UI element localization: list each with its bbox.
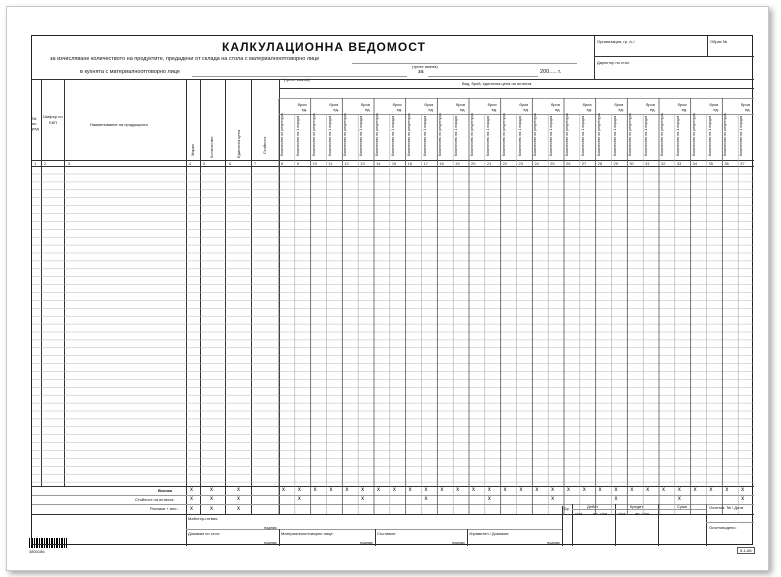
debit-sc: с/ка: [575, 511, 583, 516]
dish-unit-label: ед.: [301, 107, 308, 112]
dish-sub-b: Количество на 1 порция: [390, 115, 395, 156]
debit-label: Дебит: [587, 504, 599, 509]
total-x: х: [662, 487, 665, 493]
form-no-label: Образ №: [710, 39, 728, 44]
diff-x: х: [210, 506, 213, 512]
director-sign-label: Домакин по стол:: [188, 531, 221, 536]
col-code: Шифър по ЕКП: [43, 114, 63, 125]
col-number: 7: [254, 161, 257, 166]
total-x: х: [237, 487, 240, 493]
dish-sub-b: Количество на 1 порция: [549, 115, 554, 156]
col-number: 20: [471, 161, 476, 166]
dish-unit-label: ед.: [586, 107, 593, 112]
dish-portions-label: броя: [741, 102, 750, 107]
dish-sub-a: Количество по рецептура: [406, 113, 411, 156]
barcode-number: 3800186: [29, 549, 45, 554]
col-number: 2: [44, 161, 47, 166]
col-no: № по ред: [32, 116, 39, 131]
col-value: Стойност: [262, 136, 267, 154]
col-number: 34: [692, 161, 698, 166]
dish-sub-a: Количество по рецептура: [628, 113, 633, 156]
total-x: х: [408, 487, 412, 493]
col-number: 31: [645, 161, 650, 166]
total-label: Всичко: [158, 488, 173, 493]
compiler-signature: подпис: [452, 540, 466, 545]
col-number: 4: [189, 161, 192, 166]
col-number: 36: [724, 161, 729, 166]
org-label: Организация, гр. /с./: [597, 39, 635, 44]
total-x: х: [297, 487, 301, 493]
col-number: 18: [439, 161, 444, 166]
dish-sub-b: Количество на 1 порция: [327, 115, 332, 156]
total-x: х: [392, 487, 396, 493]
mol-label: Материалноотговорно лице:: [281, 531, 334, 536]
total-x: х: [345, 487, 349, 493]
director-label: Директор по стол: [597, 60, 630, 65]
col-number: 6: [229, 161, 232, 166]
director-signature: подпис: [264, 540, 278, 545]
dish-unit-label: ед.: [428, 107, 434, 112]
dish-unit-label: ед.: [618, 107, 624, 112]
dish-sub-b: Количество на 1 порция: [707, 115, 712, 156]
total-x: х: [440, 487, 444, 493]
col-number: 17: [423, 161, 428, 166]
sum-label: Сума: [677, 504, 687, 509]
dish-unit-label: ед.: [365, 107, 371, 112]
year-label: 200..... г.: [540, 69, 562, 75]
col-number: 14: [376, 161, 381, 166]
dish-portions-label: броя: [487, 102, 497, 107]
dish-portions-label: броя: [424, 102, 434, 107]
dish-portions-label: броя: [646, 102, 655, 107]
dish-sub-b: Количество на 1 порция: [612, 115, 617, 156]
total-x: х: [313, 487, 317, 493]
dish-unit-label: ед.: [333, 107, 339, 112]
total-x: х: [535, 487, 539, 493]
dish-portions-label: броя: [329, 102, 339, 107]
col-number: 11: [328, 161, 333, 166]
dish-sub-b: Количество на 1 порция: [739, 115, 744, 156]
dish-sub-b: Количество на 1 порция: [422, 115, 427, 156]
total-x: х: [741, 487, 745, 493]
dish-value-x: х: [424, 496, 428, 502]
dish-unit-label: ед.: [555, 107, 561, 112]
dish-sub-a: Количество по рецептура: [280, 113, 284, 156]
credit-sc: с/ка: [618, 511, 626, 516]
total-x: х: [503, 487, 507, 493]
dish-portions-label: броя: [361, 102, 370, 107]
dish-portions-label: броя: [392, 102, 402, 107]
check-label: Осчетов. № / Дата: [709, 505, 744, 510]
total-x: х: [210, 487, 213, 493]
manager-signature: подпис: [547, 540, 561, 545]
diff-x: х: [237, 506, 240, 512]
col-number: 15: [391, 161, 397, 166]
credit-ansc: ан. с/ка: [635, 511, 649, 516]
form-sheet: [6, 6, 769, 571]
total-x: х: [282, 487, 285, 493]
form-code: 5-1-66: [737, 547, 755, 554]
col-number: 16: [407, 161, 413, 166]
dish-portions-label: броя: [614, 102, 624, 107]
dish-sub-a: Количество по рецептура: [470, 113, 474, 156]
col-number: 24: [534, 161, 539, 166]
col-unit: Мярка: [190, 144, 195, 156]
dish-unit-label: ед.: [713, 107, 719, 112]
dish-value-x: х: [677, 496, 681, 502]
col-number: 27: [581, 161, 587, 166]
dish-sub-a: Количество по рецептура: [565, 113, 569, 156]
dish-portions-label: броя: [677, 102, 687, 107]
col-name: Наименование на продукцията: [90, 122, 148, 127]
col-number: 33: [676, 161, 682, 166]
dish-sub-b: Количество на 1 порция: [517, 115, 522, 156]
dish-sub-a: Количество по рецептура: [533, 113, 538, 156]
for-label: за: [418, 69, 424, 75]
total-x: х: [598, 487, 602, 493]
dish-value-x: х: [297, 496, 301, 502]
col-number: 30: [629, 161, 634, 166]
line2-label: в кухнята с материалноотговорно лице: [80, 69, 180, 75]
col-number: 19: [455, 161, 460, 166]
dish-sub-b: Количество на 1 порция: [454, 115, 459, 156]
dish-value-x: х: [361, 496, 365, 502]
col-number: 21: [486, 161, 492, 166]
table-grid: [32, 36, 754, 546]
dish-unit-label: ед.: [491, 107, 498, 112]
diff-x: х: [190, 506, 193, 512]
total-x: х: [693, 487, 697, 493]
dish-sub-b: Количество на 1 порция: [485, 115, 490, 156]
dish-value-x: х: [741, 496, 745, 502]
total-x: х: [582, 487, 586, 493]
credit-label: Кредит: [630, 504, 644, 509]
dish-portions-label: броя: [456, 102, 465, 107]
dish-portions-label: броя: [551, 102, 560, 107]
col-number: 23: [518, 161, 523, 166]
dish-portions-label: броя: [709, 102, 719, 107]
total-x: х: [190, 487, 193, 493]
compiler-label: Съставил:: [377, 531, 397, 536]
line1-caption: (трите имена): [412, 64, 438, 69]
col-number: 8: [281, 161, 284, 166]
manager-label: Управител / Домакин:: [469, 531, 510, 536]
col-number: 25: [550, 161, 555, 166]
dish-sub-a: Количество по рецептура: [438, 113, 443, 156]
col-number: 10: [312, 161, 318, 166]
col-number: 35: [708, 161, 713, 166]
dish-sub-b: Количество на 1 порция: [359, 115, 364, 156]
mol-signature: подпис: [360, 540, 374, 545]
col-number: 37: [740, 161, 745, 166]
total-x: х: [472, 487, 475, 493]
dish-sub-b: Количество на 1 порция: [295, 115, 300, 156]
total-x: х: [567, 487, 570, 493]
dish-sub-b: Количество на 1 порция: [644, 115, 649, 156]
dish-value-x: х: [190, 496, 193, 502]
master-label: Майстор-готвач:: [188, 516, 219, 521]
line1-label: за изчисляване количеството на продуктите, предадени от склада на стола с материалноотговорно лице: [50, 56, 320, 62]
dish-sub-a: Количество по рецептура: [723, 113, 728, 156]
col-number: 22: [502, 161, 508, 166]
dish-sub-a: Количество по рецептура: [691, 113, 696, 156]
col-number: 26: [566, 161, 571, 166]
dish-unit-label: ед.: [523, 107, 529, 112]
dish-unit-label: ед.: [460, 107, 466, 112]
dish-sub-a: Количество по рецептура: [343, 113, 348, 156]
col-qty: Количество: [209, 136, 214, 158]
dish-sub-a: Количество по рецептура: [596, 113, 601, 156]
col-number: 12: [344, 161, 349, 166]
entry-label: Осчетоводено:: [709, 525, 737, 530]
dish-value-x: х: [237, 496, 240, 502]
total-x: х: [377, 487, 380, 493]
col-number: 9: [296, 161, 300, 166]
dish-value-x: х: [614, 496, 618, 502]
dish-value-x: х: [487, 496, 491, 502]
total-x: х: [551, 487, 555, 493]
col-number: 29: [613, 161, 618, 166]
col-number: 13: [360, 161, 365, 166]
form-title: КАЛКУЛАЦИОННА ВЕДОМОСТ: [222, 40, 426, 54]
col-price: Единична цена: [236, 129, 241, 158]
dishes-header: Вид, брой, единична цена на ястията: [462, 81, 532, 86]
total-x: х: [677, 487, 681, 493]
dish-unit-label: ед.: [650, 107, 656, 112]
total-x: х: [630, 487, 634, 493]
dish-value-x: х: [210, 496, 213, 502]
col-number: 32: [661, 161, 666, 166]
total-x: х: [329, 487, 333, 493]
dish-sub-b: Количество на 1 порция: [580, 115, 585, 156]
col-number: 28: [597, 161, 603, 166]
dish-sub-a: Количество по рецептура: [311, 113, 316, 156]
dish-sub-a: Количество по рецептура: [375, 113, 379, 156]
master-signature: подпис: [264, 525, 278, 530]
dish-sub-a: Количество по рецептура: [660, 113, 664, 156]
calculation-form: [31, 35, 753, 545]
total-x: х: [725, 487, 729, 493]
dish-portions-label: броя: [297, 102, 307, 107]
line2-caption: (трите имена): [284, 77, 310, 82]
dish-unit-label: ед.: [681, 107, 688, 112]
dish-portions-label: броя: [582, 102, 592, 107]
dish-portions-label: броя: [519, 102, 529, 107]
dish-unit-label: ед.: [396, 107, 403, 112]
col-number: 1: [34, 161, 37, 166]
dish-value-x: х: [551, 496, 555, 502]
col-number: 5: [203, 161, 206, 166]
total-x: х: [709, 487, 713, 493]
col-number: 3: [68, 161, 71, 166]
total-x: х: [487, 487, 491, 493]
dish-sub-a: Количество по рецептура: [501, 113, 506, 156]
total-x: х: [456, 487, 460, 493]
total-x: х: [614, 487, 618, 493]
total-x: х: [519, 487, 523, 493]
dish-value-label: Стойност на ястията: [135, 497, 174, 502]
total-x: х: [361, 487, 365, 493]
acc-no-label: Бр.: [564, 506, 570, 511]
total-x: х: [424, 487, 428, 493]
dish-unit-label: ед.: [745, 107, 751, 112]
debit-ansc: ан. с/ка: [593, 511, 607, 516]
diff-label: Разлика + или -: [150, 506, 179, 511]
dish-sub-b: Количество на 1 порция: [675, 115, 680, 156]
total-x: х: [646, 487, 650, 493]
